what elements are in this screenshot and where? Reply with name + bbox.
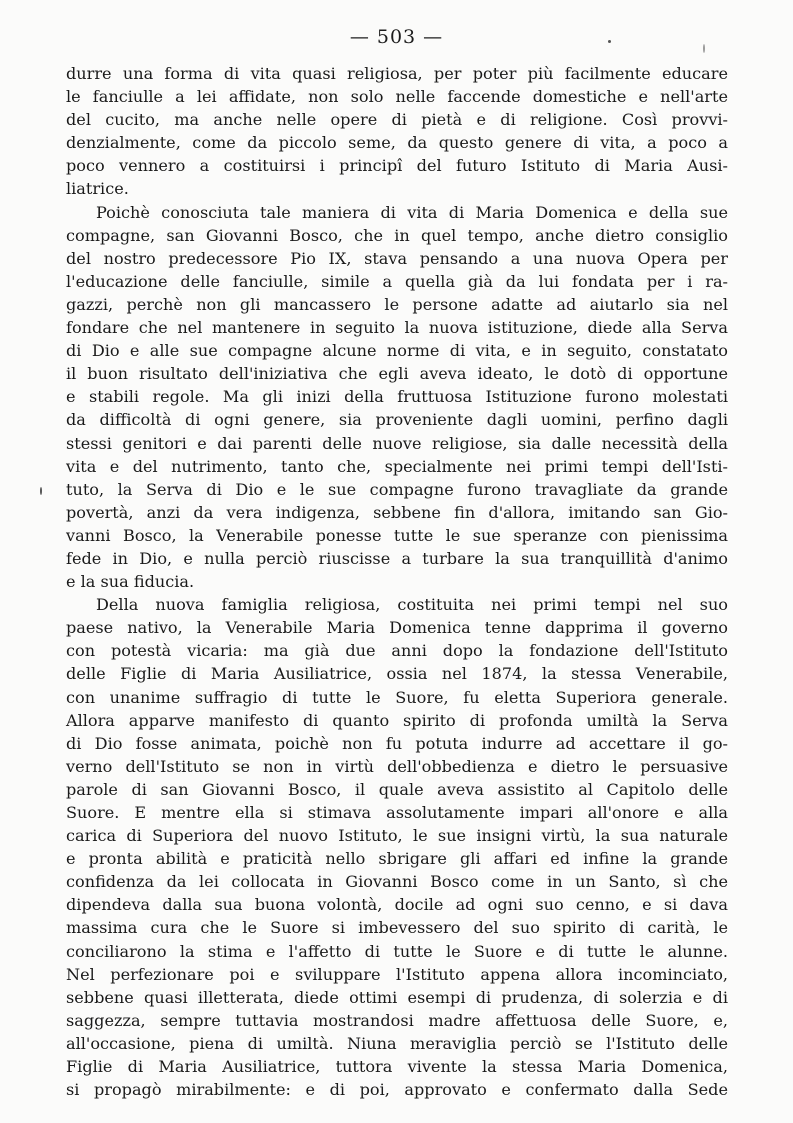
text-line: del cucito, ma anche nelle opere di pietà e di religione. Così provvi- <box>66 110 728 130</box>
text-line: liatrice. <box>66 179 129 199</box>
text-line: il buon risultato dell'iniziativa che egli aveva ideato, le dotò di opportune <box>66 364 728 384</box>
text-line: fede in Dio, e nulla perciò riuscisse a turbare la sua tranquillità d'animo <box>66 548 728 568</box>
text-line: all'occasione, piena di umiltà. Niuna meraviglia perciò se l'Istituto delle <box>66 1033 728 1053</box>
text-line: massima cura che le Suore si imbevessero del suo spirito di carità, le <box>66 918 728 938</box>
scan-speck <box>703 44 705 53</box>
text-line: di Dio fosse animata, poichè non fu potuta indurre ad accettare il go- <box>66 733 728 753</box>
page-number: — 503 — <box>349 26 444 48</box>
text-line: delle Figlie di Maria Ausiliatrice, ossia nel 1874, la stessa Venerabile, <box>66 664 728 684</box>
text-line: conciliarono la stima e l'affetto di tutte le Suore e di tutte le alunne. <box>66 941 728 961</box>
text-line: tuto, la Serva di Dio e le sue compagne furono travagliate da grande <box>66 479 728 499</box>
body-text <box>66 62 728 1112</box>
text-line: Della nuova famiglia religiosa, costituita nei primi tempi nel suo <box>96 595 728 615</box>
text-line: con potestà vicaria: ma già due anni dopo la fondazione dell'Istituto <box>66 641 728 661</box>
text-line: Nel perfezionare poi e sviluppare l'Istituto appena allora incominciato, <box>66 964 728 984</box>
text-line: e stabili regole. Ma gli inizi della fruttuosa Istituzione furono molestati <box>66 387 728 407</box>
paragraph <box>66 201 728 594</box>
text-line: con unanime suffragio di tutte le Suore, fu eletta Superiora generale. <box>66 687 728 707</box>
text-line: del nostro predecessore Pio IX, stava pensando a una nuova Opera per <box>66 248 728 268</box>
paragraph <box>66 62 728 201</box>
text-line: e pronta abilità e praticità nello sbrigare gli affari ed infine la grande <box>66 849 728 869</box>
scan-speck <box>608 40 611 43</box>
text-line: Suore. E mentre ella si stimava assolutamente impari all'onore e alla <box>66 803 728 822</box>
text-line: parole di san Giovanni Bosco, il quale aveva assistito al Capitolo delle <box>66 779 728 799</box>
text-line: confidenza da lei collocata in Giovanni Bosco come in un Santo, sì che <box>66 872 728 892</box>
paragraph <box>66 593 728 1101</box>
text-line: stessi genitori e dai parenti delle nuove religiose, sia dalle necessità della <box>66 433 728 453</box>
text-line: vanni Bosco, la Venerabile ponesse tutte le sue speranze con pienissima <box>66 525 728 545</box>
text-line: da difficoltà di ogni genere, sia proveniente dagli uomini, perfino dagli <box>66 410 728 430</box>
text-line: carica di Superiora del nuovo Istituto, le sue insigni virtù, la sua naturale <box>66 826 728 846</box>
text-line: le fanciulle a lei affidate, non solo nelle faccende domestiche e nell'arte <box>66 87 728 107</box>
text-line: gazzi, perchè non gli mancassero le persone adatte ad aiutarlo sia nel <box>66 294 728 314</box>
text-line: di Dio e alle sue compagne alcune norme di vita, e in seguito, constatato <box>66 341 728 361</box>
text-line: verno dell'Istituto se non in virtù dell'obbedienza e dietro le persuasive <box>66 756 728 776</box>
text-line: durre una forma di vita quasi religiosa, per poter più facilmente educare <box>66 64 728 83</box>
text-line: fondare che nel mantenere in seguito la nuova istituzione, diede alla Serva <box>66 318 728 338</box>
text-line: dipendeva dalla sua buona volontà, docile ad ogni suo cenno, e si dava <box>66 895 728 915</box>
text-line: sebbene quasi illetterata, diede ottimi esempi di prudenza, di solerzia e di <box>66 987 728 1007</box>
text-line: saggezza, sempre tuttavia mostrandosi madre affettuosa delle Suore, e, <box>66 1010 728 1030</box>
text-line: si propagò mirabilmente: e di poi, approvato e confermato dalla Sede <box>66 1080 728 1100</box>
text-line: Figlie di Maria Ausiliatrice, tuttora vivente la stessa Maria Domenica, <box>66 1057 728 1077</box>
text-line: denzialmente, come da piccolo seme, da questo genere di vita, a poco a <box>66 133 728 153</box>
text-line: l'educazione delle fanciulle, simile a quella già da lui fondata per i ra- <box>66 271 728 291</box>
text-line: povertà, anzi da vera indigenza, sebbene fin d'allora, imitando san Gio- <box>66 502 728 522</box>
text-line: e la sua fiducia. <box>66 572 195 592</box>
text-line: Allora apparve manifesto di quanto spirito di profonda umiltà la Serva <box>66 710 728 730</box>
text-line: Poichè conosciuta tale maniera di vita di Maria Domenica e della sue <box>96 202 728 222</box>
text-line: poco vennero a costituirsi i principî del futuro Istituto di Maria Ausi- <box>66 156 728 176</box>
text-line: compagne, san Giovanni Bosco, che in quel tempo, anche dietro consiglio <box>66 225 728 245</box>
scan-speck <box>40 487 42 495</box>
text-line: paese nativo, la Venerabile Maria Domenica tenne dapprima il governo <box>66 618 728 638</box>
text-line: vita e del nutrimento, tanto che, specialmente nei primi tempi dell'Isti- <box>66 456 728 476</box>
